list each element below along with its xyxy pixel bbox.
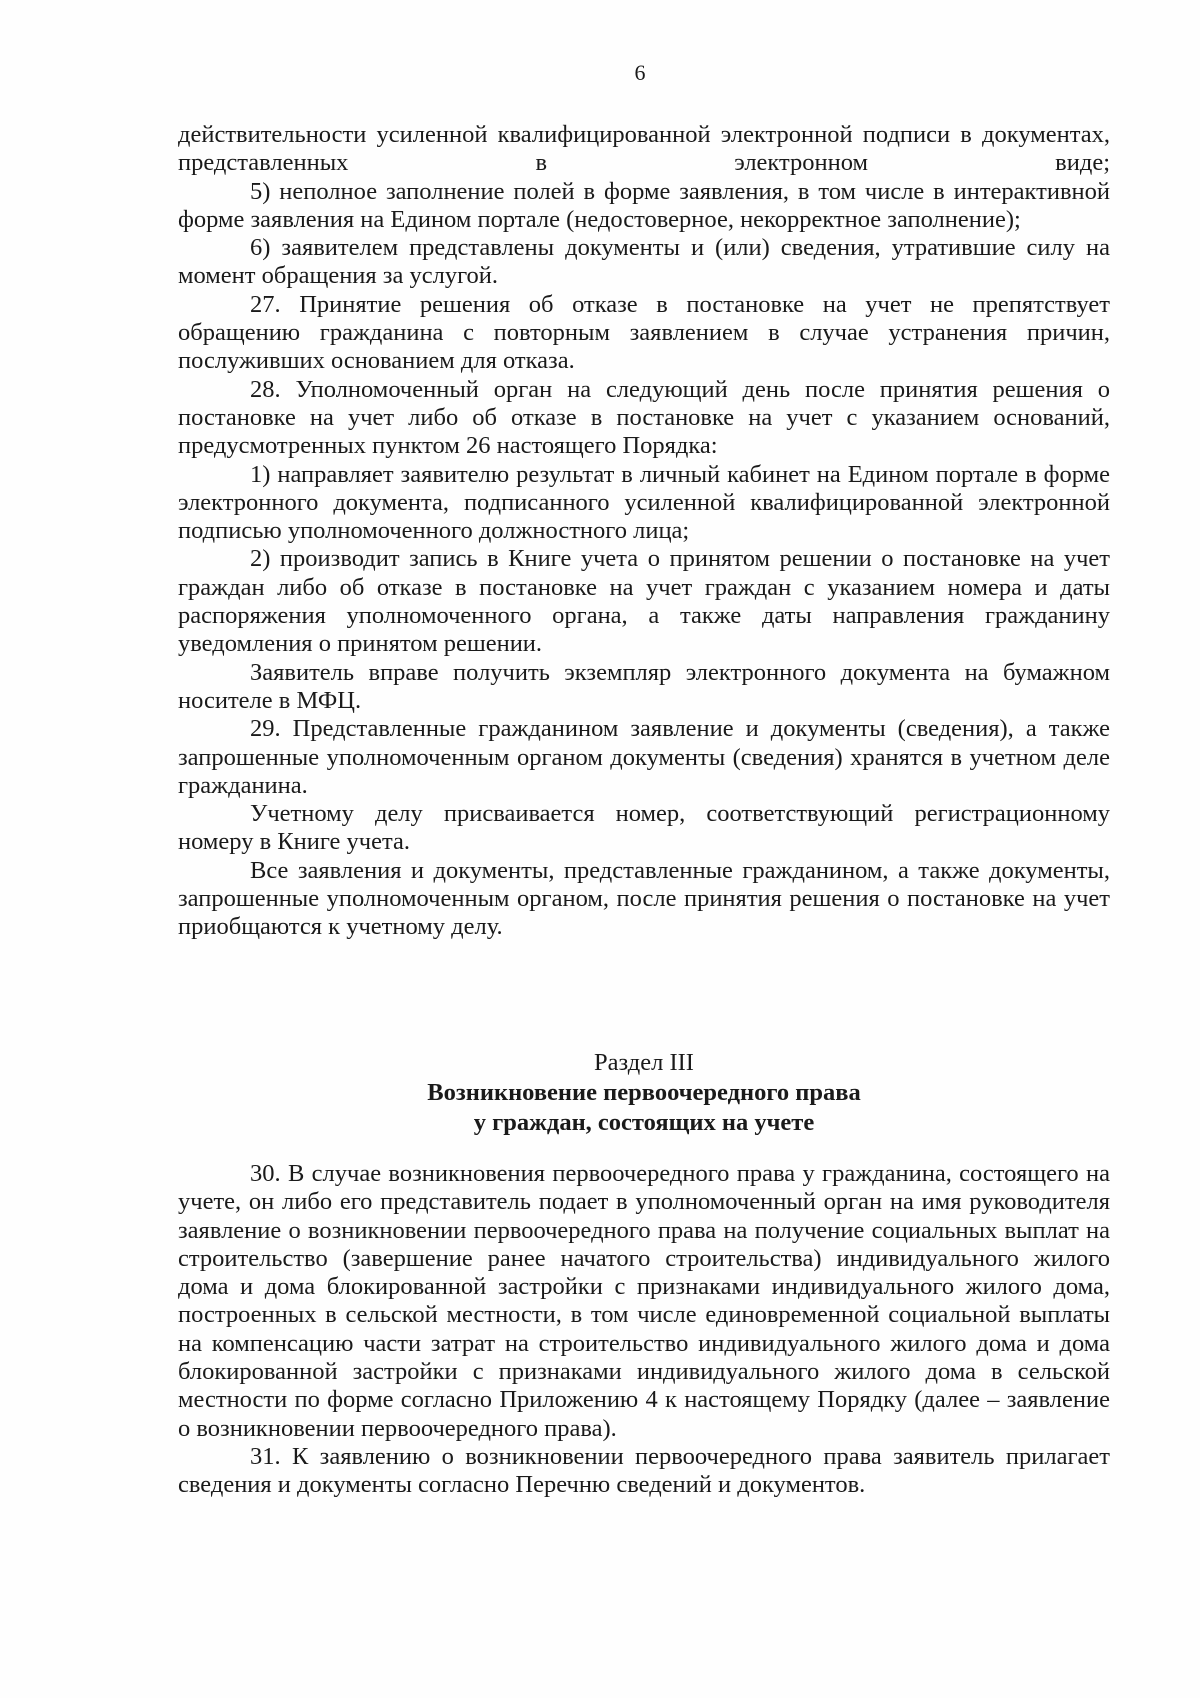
page-number: 6 bbox=[634, 60, 646, 85]
paragraph-28-item-2: 2) производит запись в Книге учета о принятом решении о постановке на учет граждан либо об отказе в постановке на учет граждан с указанием номера и даты распоряжения уполномоченного органа, а также даты направления гражданину уведомления о принятом решении. bbox=[178, 545, 1110, 658]
paragraph-30: 30. В случае возникновения первоочередного права у гражданина, состоящего на учете, он либо его представитель подает в уполномоченный орган на имя руководителя заявление о возникновении первоочередного права на получение социальных выплат на строительство (завершение ранее начатого строительства) индивидуального жилого дома и дома блокированной застройки с признаками индивидуального жилого дома, построенных в сельской местности, в том числе единовременной социальной выплаты на компенсацию части затрат на строительство индивидуального жилого дома и дома блокированной застройки с признаками индивидуального жилого дома в сельской местности по форме согласно Приложению 4 к настоящему Порядку (далее – заявление о возникновении первоочередного права). bbox=[178, 1160, 1110, 1442]
paragraph-mfc-copy: Заявитель вправе получить экземпляр электронного документа на бумажном носителе в МФЦ. bbox=[178, 658, 1110, 714]
body-text-top bbox=[178, 121, 1110, 942]
paragraph-31: 31. К заявлению о возникновении первоочередного права заявитель прилагает сведения и документы согласно Перечню сведений и документов. bbox=[178, 1442, 1110, 1499]
paragraph-record-number: Учетному делу присваивается номер, соответствующий регистрационному номеру в Книге учета. bbox=[178, 800, 1110, 856]
paragraph-28-item-1: 1) направляет заявителю результат в личный кабинет на Едином портале в форме электронного документа, подписанного усиленной квалифицированной электронной подписью уполномоченного должностного лица; bbox=[178, 460, 1110, 545]
paragraph-continuation: действительности усиленной квалифицированной электронной подписи в документах, представленных в электронном виде; bbox=[178, 121, 1110, 177]
section-heading bbox=[178, 1048, 1110, 1138]
body-text-bottom bbox=[178, 1160, 1110, 1500]
section-label: Раздел III bbox=[594, 1049, 694, 1076]
paragraph-item-5: 5) неполное заполнение полей в форме заявления, в том числе в интерактивной форме заявления на Едином портале (недостоверное, некорректное заполнение); bbox=[178, 177, 1110, 233]
section-title-line-2: у граждан, состоящих на учете bbox=[473, 1109, 815, 1136]
paragraph-28: 28. Уполномоченный орган на следующий день после принятия решения о постановке на учет либо об отказе в постановке на учет с указанием оснований, предусмотренных пунктом 26 настоящего Порядка: bbox=[178, 375, 1110, 460]
paragraph-item-6: 6) заявителем представлены документы и (или) сведения, утратившие силу на момент обращения за услугой. bbox=[178, 234, 1110, 290]
paragraph-29: 29. Представленные гражданином заявление и документы (сведения), а также запрошенные уполномоченным органом документы (сведения) хранятся в учетном деле гражданина. bbox=[178, 715, 1110, 799]
paragraph-27: 27. Принятие решения об отказе в постановке на учет не препятствует обращению гражданина с повторным заявлением в случае устранения причин, послуживших основанием для отказа. bbox=[178, 290, 1110, 375]
paragraph-all-documents: Все заявления и документы, представленные гражданином, а также документы, запрошенные уполномоченным органом, после принятия решения о постановке на учет приобщаются к учетному делу. bbox=[178, 856, 1110, 941]
section-title-line-1: Возникновение первоочередного права bbox=[427, 1079, 861, 1106]
